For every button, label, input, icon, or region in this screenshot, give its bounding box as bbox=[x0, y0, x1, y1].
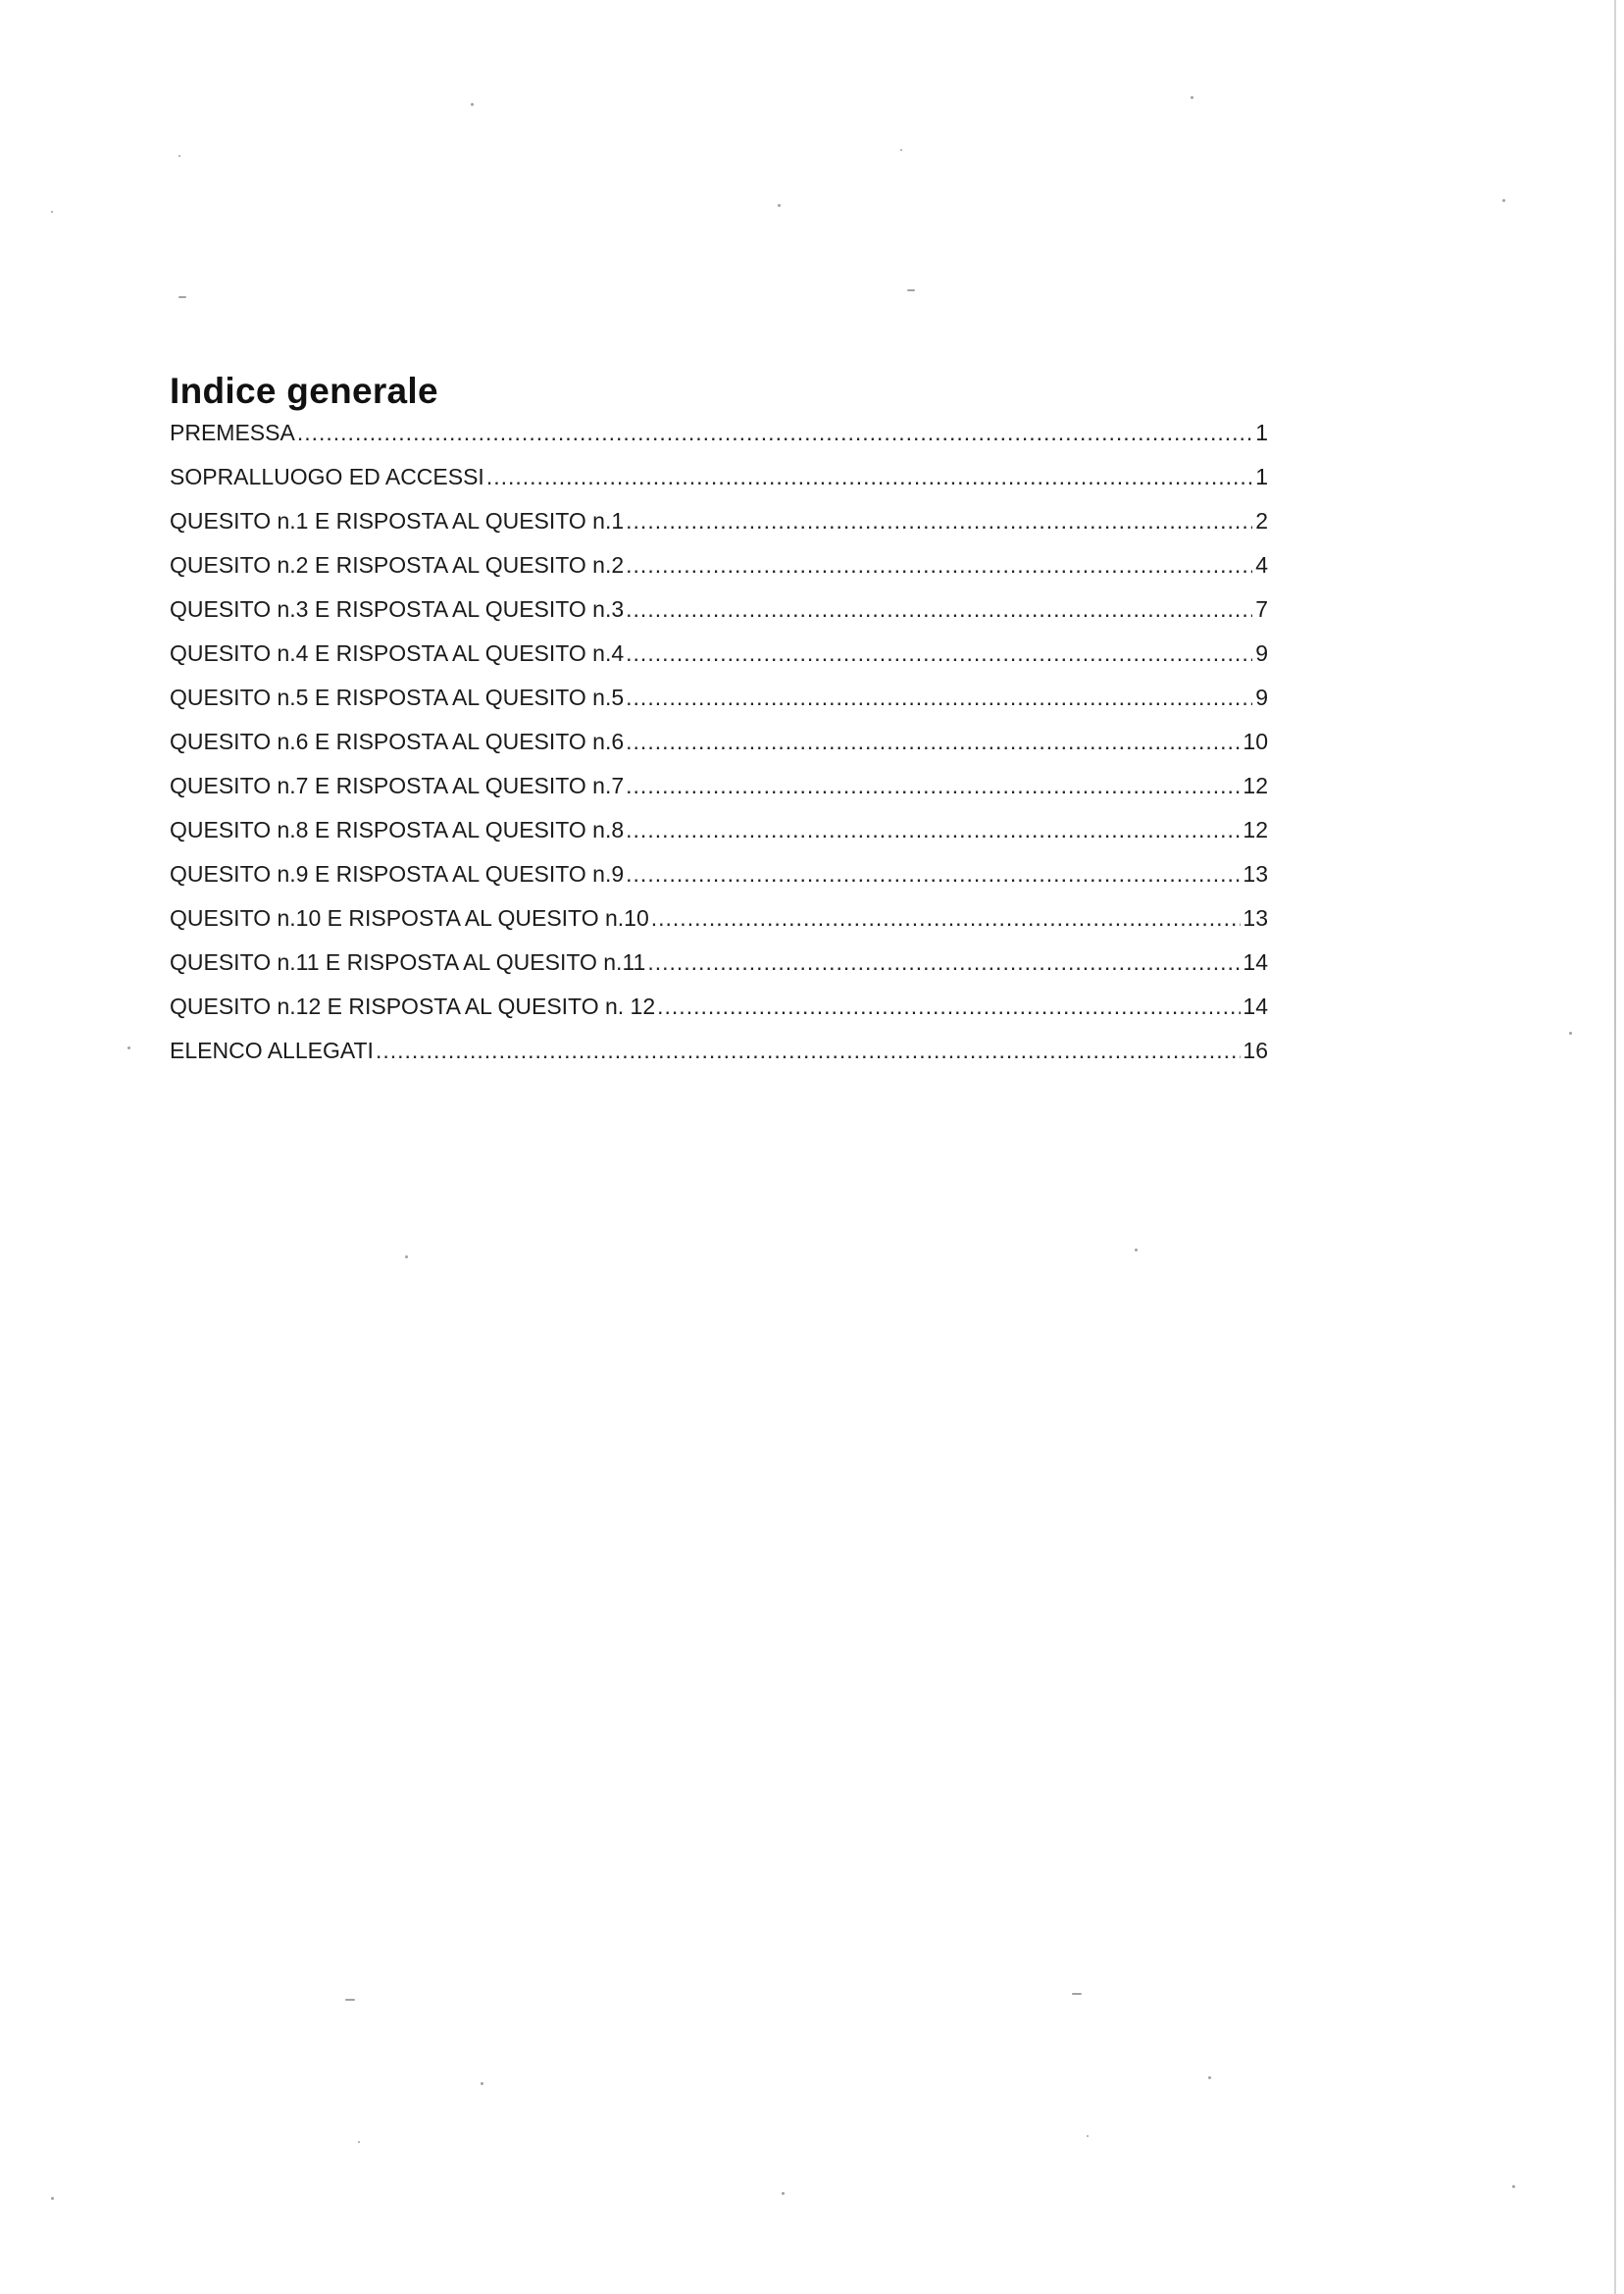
scan-speck bbox=[778, 204, 781, 207]
toc-entry-page-number: 2 bbox=[1255, 508, 1268, 534]
toc-entry-label: QUESITO n.3 E RISPOSTA AL QUESITO n.3 bbox=[170, 596, 625, 622]
scan-speck bbox=[1502, 199, 1505, 202]
toc-entry[interactable] bbox=[170, 596, 1268, 640]
toc-entry-label: PREMESSA bbox=[170, 420, 295, 445]
toc-entry-label: QUESITO n.9 E RISPOSTA AL QUESITO n.9 bbox=[170, 861, 625, 887]
toc-entry-page-number: 10 bbox=[1243, 729, 1268, 754]
toc-dot-leader bbox=[626, 861, 1241, 888]
toc-entry-page-number: 1 bbox=[1255, 420, 1268, 445]
toc-entry-page-number: 14 bbox=[1243, 994, 1268, 1019]
toc-entry-page-number: 12 bbox=[1243, 773, 1268, 798]
scan-speck bbox=[51, 2197, 54, 2200]
toc-dot-leader bbox=[651, 905, 1242, 932]
toc-dot-leader bbox=[626, 640, 1252, 667]
toc-list bbox=[170, 420, 1268, 1082]
toc-entry-label: QUESITO n.7 E RISPOSTA AL QUESITO n.7 bbox=[170, 773, 625, 798]
toc-entry-label: QUESITO n.4 E RISPOSTA AL QUESITO n.4 bbox=[170, 640, 625, 666]
scan-speck bbox=[178, 296, 186, 298]
scan-speck bbox=[358, 2141, 360, 2143]
toc-dot-leader bbox=[486, 464, 1252, 490]
toc-entry-page-number: 1 bbox=[1255, 464, 1268, 489]
toc-entry[interactable] bbox=[170, 420, 1268, 464]
toc-entry-label: QUESITO n.10 E RISPOSTA AL QUESITO n.10 bbox=[170, 905, 649, 931]
toc-dot-leader bbox=[626, 596, 1252, 623]
scan-speck bbox=[907, 289, 915, 291]
toc-entry-label: QUESITO n.2 E RISPOSTA AL QUESITO n.2 bbox=[170, 552, 625, 578]
scan-speck bbox=[405, 1255, 408, 1258]
toc-entry-label: ELENCO ALLEGATI bbox=[170, 1038, 374, 1063]
toc-entry[interactable] bbox=[170, 861, 1268, 905]
scan-speck bbox=[127, 1046, 130, 1049]
toc-entry[interactable] bbox=[170, 1038, 1268, 1082]
toc-dot-leader bbox=[376, 1038, 1241, 1064]
toc-dot-leader bbox=[626, 729, 1241, 755]
scan-speck bbox=[1512, 2185, 1515, 2188]
toc-entry-page-number: 4 bbox=[1255, 552, 1268, 578]
toc-entry-page-number: 9 bbox=[1255, 640, 1268, 666]
scan-speck bbox=[1191, 96, 1193, 99]
toc-entry-page-number: 9 bbox=[1255, 685, 1268, 710]
toc-dot-leader bbox=[626, 685, 1252, 711]
toc-entry[interactable] bbox=[170, 729, 1268, 773]
toc-entry[interactable] bbox=[170, 552, 1268, 596]
scan-speck bbox=[481, 2082, 483, 2085]
toc-dot-leader bbox=[657, 994, 1241, 1020]
toc-entry[interactable] bbox=[170, 640, 1268, 685]
toc-entry-page-number: 13 bbox=[1243, 861, 1268, 887]
toc-entry-label: QUESITO n.6 E RISPOSTA AL QUESITO n.6 bbox=[170, 729, 625, 754]
toc-entry-page-number: 14 bbox=[1243, 949, 1268, 975]
toc-title: Indice generale bbox=[170, 371, 438, 411]
scan-speck bbox=[1072, 1993, 1082, 1995]
toc-entry[interactable] bbox=[170, 508, 1268, 552]
toc-entry[interactable] bbox=[170, 817, 1268, 861]
scan-speck bbox=[900, 149, 902, 151]
scan-speck bbox=[1208, 2076, 1211, 2079]
toc-dot-leader bbox=[626, 773, 1241, 799]
scan-speck bbox=[178, 155, 180, 157]
toc-entry-page-number: 16 bbox=[1243, 1038, 1268, 1063]
scan-speck bbox=[471, 103, 474, 106]
scan-speck bbox=[345, 1999, 355, 2001]
toc-dot-leader bbox=[297, 420, 1252, 446]
toc-entry-label: SOPRALLUOGO ED ACCESSI bbox=[170, 464, 484, 489]
scan-speck bbox=[1569, 1032, 1572, 1035]
toc-dot-leader bbox=[626, 817, 1241, 843]
toc-entry-label: QUESITO n.1 E RISPOSTA AL QUESITO n.1 bbox=[170, 508, 625, 534]
toc-entry-page-number: 7 bbox=[1255, 596, 1268, 622]
toc-entry-label: QUESITO n.12 E RISPOSTA AL QUESITO n. 12 bbox=[170, 994, 656, 1019]
toc-dot-leader bbox=[626, 552, 1252, 579]
toc-entry-page-number: 12 bbox=[1243, 817, 1268, 842]
toc-entry-label: QUESITO n.8 E RISPOSTA AL QUESITO n.8 bbox=[170, 817, 625, 842]
toc-entry-label: QUESITO n.11 E RISPOSTA AL QUESITO n.11 bbox=[170, 949, 646, 975]
toc-entry[interactable] bbox=[170, 773, 1268, 817]
toc-entry[interactable] bbox=[170, 685, 1268, 729]
toc-entry-page-number: 13 bbox=[1243, 905, 1268, 931]
toc-entry[interactable] bbox=[170, 905, 1268, 949]
table-of-contents bbox=[170, 371, 1268, 1082]
toc-dot-leader bbox=[626, 508, 1252, 535]
scan-speck bbox=[1087, 2135, 1089, 2137]
toc-entry[interactable] bbox=[170, 949, 1268, 994]
toc-dot-leader bbox=[647, 949, 1241, 976]
scan-speck bbox=[782, 2192, 785, 2195]
scan-speck bbox=[1135, 1249, 1138, 1251]
toc-entry-label: QUESITO n.5 E RISPOSTA AL QUESITO n.5 bbox=[170, 685, 625, 710]
scan-edge bbox=[1614, 0, 1616, 2294]
toc-entry[interactable] bbox=[170, 464, 1268, 508]
toc-entry[interactable] bbox=[170, 994, 1268, 1038]
scan-speck bbox=[51, 211, 53, 213]
